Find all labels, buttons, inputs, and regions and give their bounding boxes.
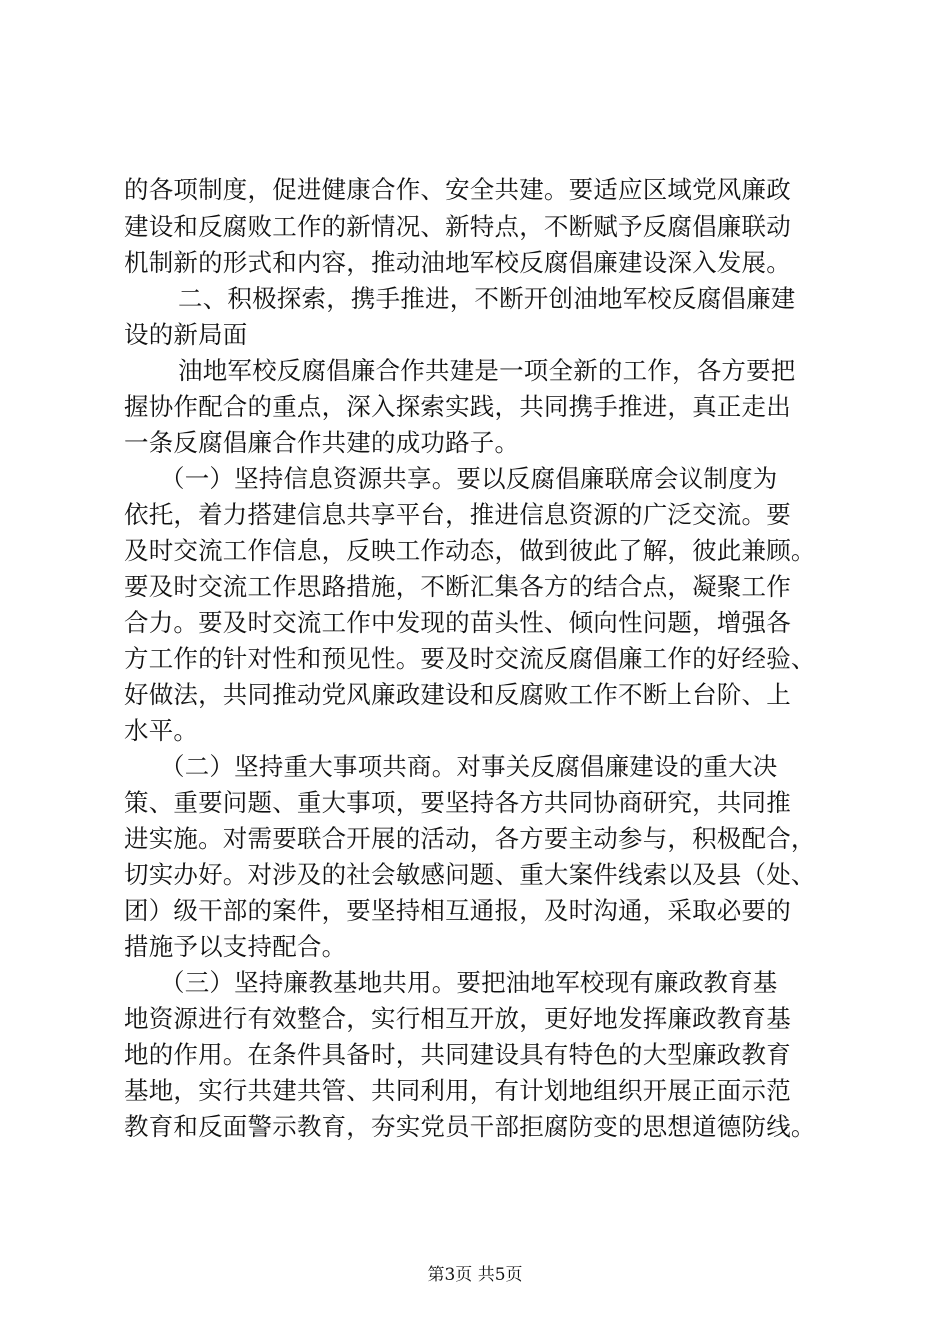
section-heading-line: 二、积极探索，携手推进，不断开创油地军校反腐倡廉建 — [178, 284, 796, 313]
body-text-line: 进实施。对需要联合开展的活动，各方要主动参与，积极配合， — [124, 824, 816, 853]
body-text-line: 水平。 — [124, 716, 199, 745]
body-text-line: 机制新的形式和内容，推动油地军校反腐倡廉建设深入发展。 — [124, 248, 791, 277]
body-text-line: （二）坚持重大事项共商。对事关反腐倡廉建设的重大决 — [160, 752, 778, 781]
body-text-line: （一）坚持信息资源共享。要以反腐倡廉联席会议制度为 — [160, 464, 778, 493]
body-text-line: 要及时交流工作思路措施，不断汇集各方的结合点，凝聚工作 — [124, 572, 791, 601]
body-text-line: 油地军校反腐倡廉合作共建是一项全新的工作，各方要把 — [178, 356, 796, 385]
body-text-line: （三）坚持廉教基地共用。要把油地军校现有廉政教育基 — [160, 968, 778, 997]
body-text-line: 地的作用。在条件具备时，共同建设具有特色的大型廉政教育 — [124, 1040, 791, 1069]
body-text-line: 依托，着力搭建信息共享平台，推进信息资源的广泛交流。要 — [124, 500, 791, 529]
body-text-line: 措施予以支持配合。 — [124, 932, 347, 961]
body-text-line: 切实办好。对涉及的社会敏感问题、重大案件线索以及县（处、 — [124, 860, 816, 889]
page-footer: 第3页 共5页 — [427, 1265, 523, 1285]
body-text-line: 团）级干部的案件，要坚持相互通报，及时沟通，采取必要的 — [124, 896, 791, 925]
body-text-line: 合力。要及时交流工作中发现的苗头性、倾向性问题，增强各 — [124, 608, 791, 637]
body-text-line: 及时交流工作信息，反映工作动态，做到彼此了解，彼此兼顾。 — [124, 536, 816, 565]
body-text-line: 基地，实行共建共管、共同利用，有计划地组织开展正面示范 — [124, 1076, 791, 1105]
body-text-line: 建设和反腐败工作的新情况、新特点，不断赋予反腐倡廉联动 — [124, 212, 791, 241]
body-text-line: 教育和反面警示教育，夯实党员干部拒腐防变的思想道德防线。 — [124, 1112, 816, 1141]
body-text-line: 策、重要问题、重大事项，要坚持各方共同协商研究，共同推 — [124, 788, 791, 817]
section-heading-line: 设的新局面 — [124, 320, 248, 349]
body-text-line: 一条反腐倡廉合作共建的成功路子。 — [124, 428, 520, 457]
body-text-line: 握协作配合的重点，深入探索实践，共同携手推进，真正走出 — [124, 392, 791, 421]
body-text-line: 地资源进行有效整合，实行相互开放，更好地发挥廉政教育基 — [124, 1004, 791, 1033]
body-text-line: 方工作的针对性和预见性。要及时交流反腐倡廉工作的好经验、 — [124, 644, 816, 673]
body-text-line: 的各项制度，促进健康合作、安全共建。要适应区域党风廉政 — [124, 175, 791, 204]
body-text-line: 好做法，共同推动党风廉政建设和反腐败工作不断上台阶、上 — [124, 680, 791, 709]
